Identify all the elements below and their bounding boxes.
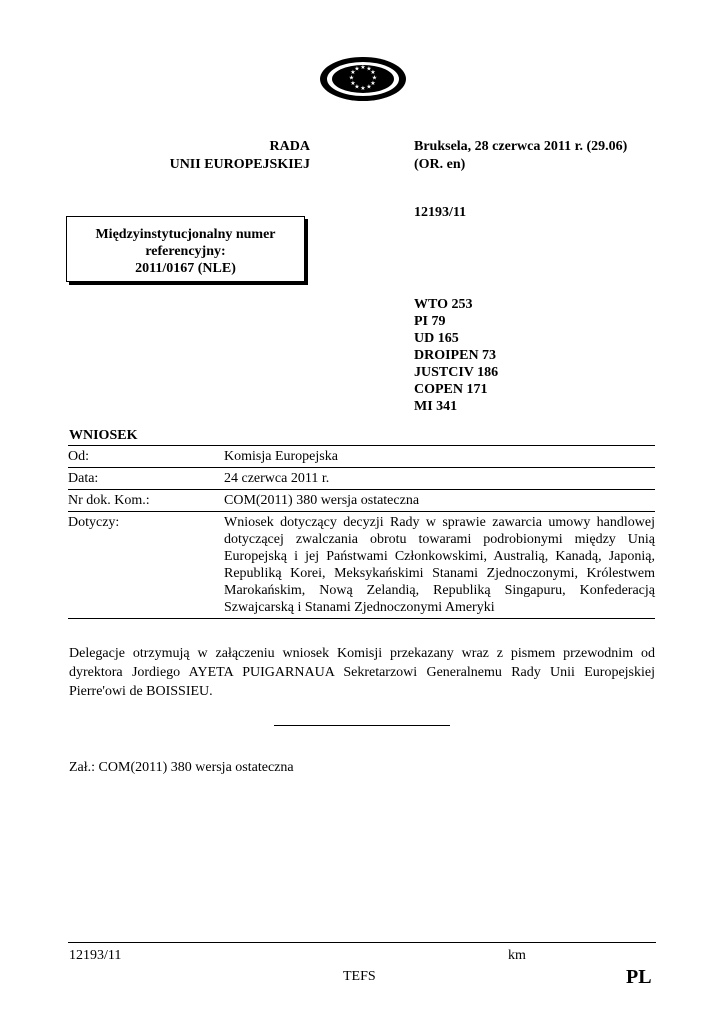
- document-number: 12193/11: [414, 205, 467, 220]
- subject-codes: [414, 296, 498, 415]
- footer-language-code: PL: [626, 966, 652, 988]
- svg-text:★: ★: [354, 65, 360, 73]
- table-row: [68, 468, 655, 490]
- row-value: COM(2011) 380 wersja ostateczna: [224, 493, 420, 508]
- row-value: Wniosek dotyczący decyzji Rady w sprawie zawarcia umowy handlowej dotyczącej zwalczania obrotu towarami podrobionymi między Unią Europejską i jej Państwami Członkowskimi, Australią, Kanadą, Japonią, Republiką Korei, Meksykańskimi Stanami Zjednoczonymi, Królestwem Marokańskim, Nową Zelandią, Republiką Singapuru, Konfederacją Szwajcarską i Stanami Zjednoczonymi Ameryki: [224, 515, 655, 615]
- svg-text:★: ★: [370, 69, 376, 76]
- code-item: WTO 253: [414, 297, 473, 312]
- row-label: Nr dok. Kom.:: [68, 493, 150, 508]
- date-line: Bruksela, 28 czerwca 2011 r. (29.06): [414, 139, 628, 154]
- svg-text:★: ★: [348, 74, 355, 82]
- body-paragraph: Delegacje otrzymują w załączeniu wniosek Komisji przekazany wraz z pismem przewodnim od dyrektora Jordiego AYETA PUIGARNAUA Sekretarzowi Generalnemu Rady Unii Europejskiej Pierre'owi de BOISSIEU.: [69, 646, 655, 699]
- proposal-info-table: [68, 445, 655, 619]
- footer-department: TEFS: [343, 969, 376, 984]
- eu-council-emblem-icon: [319, 56, 407, 102]
- reference-number: 2011/0167 (NLE): [135, 261, 236, 276]
- code-item: DROIPEN 73: [414, 348, 497, 363]
- footer-document-number: 12193/11: [69, 948, 122, 963]
- reference-line1: Międzyinstytucjonalny numer: [95, 227, 276, 242]
- row-label: Dotyczy:: [68, 515, 120, 530]
- table-row: [68, 446, 655, 468]
- row-value: Komisja Europejska: [224, 449, 338, 464]
- svg-text:★: ★: [350, 80, 356, 87]
- svg-text:★: ★: [366, 83, 372, 91]
- original-language: (OR. en): [414, 157, 466, 172]
- separator-line: [274, 725, 450, 726]
- row-label: Od:: [68, 449, 89, 464]
- code-item: JUSTCIV 186: [414, 365, 499, 380]
- table-row: [68, 512, 655, 619]
- code-item: MI 341: [414, 399, 458, 414]
- svg-text:★: ★: [360, 85, 366, 92]
- svg-text:★: ★: [366, 65, 372, 73]
- footer-divider: [68, 942, 656, 943]
- svg-text:★: ★: [354, 83, 360, 91]
- interinstitutional-reference-box: [66, 216, 305, 282]
- code-item: PI 79: [414, 314, 446, 329]
- row-label: Data:: [68, 471, 99, 486]
- council-name-line2: UNII EUROPEJSKIEJ: [169, 157, 310, 172]
- code-item: COPEN 171: [414, 382, 488, 397]
- svg-text:★: ★: [370, 80, 376, 87]
- svg-text:★: ★: [360, 64, 366, 71]
- code-item: UD 165: [414, 331, 459, 346]
- section-title: WNIOSEK: [69, 428, 138, 443]
- svg-text:★: ★: [371, 74, 378, 82]
- svg-text:★: ★: [350, 69, 356, 76]
- footer-initials: km: [508, 948, 526, 963]
- council-name: [150, 138, 310, 174]
- council-logo: [319, 56, 407, 102]
- council-name-line1: RADA: [269, 139, 310, 154]
- row-value: 24 czerwca 2011 r.: [224, 471, 330, 486]
- date-block: [414, 138, 664, 174]
- table-row: [68, 490, 655, 512]
- attachment-note: Zał.: COM(2011) 380 wersja ostateczna: [69, 760, 294, 775]
- reference-line2: referencyjny:: [145, 244, 226, 259]
